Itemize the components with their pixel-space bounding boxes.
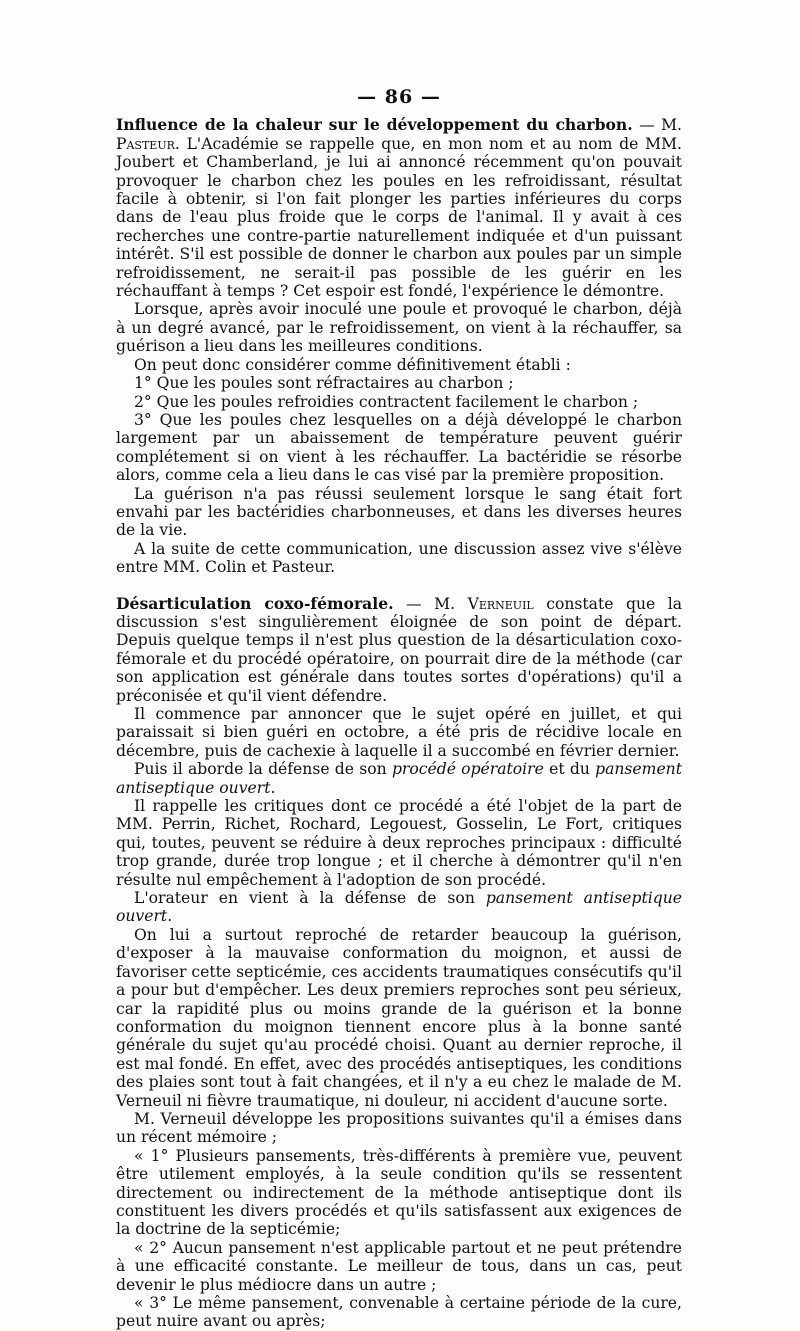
quoted-proposition: « 1° Plusieurs pansements, très-différents à première vue, peuvent être utilement employés, à la seule condition qu'ils se ressentent directement ou indirectement de la méthode antiseptique dont ils constituent les divers procédés et qu'ils satisfassent aux exigences de la doctrine de la septicémie; bbox=[116, 1146, 682, 1239]
text-run: et du bbox=[543, 760, 596, 779]
text-run: . bbox=[270, 778, 276, 797]
speaker-lead: — M. bbox=[632, 116, 683, 135]
paragraph: M. Verneuil développe les propositions suivantes qu'il a émises dans un récent mémoire ; bbox=[116, 1109, 682, 1147]
section-heading-desarticulation: Désarticulation coxo-fémorale. bbox=[116, 593, 394, 613]
list-item: 1° Que les poules sont réfractaires au charbon ; bbox=[134, 374, 514, 393]
paragraph: La guérison n'a pas réussi seulement lorsque le sang était fort envahi par les bactéridies charbonneuses, et dans les diverses heures de la vie. bbox=[116, 484, 682, 540]
intro-text: . L'Académie se rappelle que, en mon nom et au nom de MM. Joubert et Chamberland, je lui ai annoncé récemment qu'on pouvait provoquer le charbon chez les poules en les refroidissant, résultat facile à obtenir, si l'on fait plonger les parties inférieures du corps dans de l'eau plus froide que le corps de l'animal. Il y avait à ces recherches une contre-partie naturellement indiquée et d'un puissant intérêt. S'il est possible de donner le charbon aux poules par un simple refroidissement, ne serait-il pas possible de les guérir en les réchauffant à temps ? Cet espoir est fondé, l'expérience le démontre. bbox=[116, 134, 682, 301]
intro-text: constate que la discussion s'est singulièrement éloignée de son point de départ. Depuis quelque temps il n'est plus question de la désarticulation coxo-fémorale et du procédé opératoire, on pourrait dire de la méthode (car son application est générale dans toutes sortes d'opérations) qu'il a préconisée et qu'il vient défendre. bbox=[116, 594, 682, 705]
paragraph: On lui a surtout reproché de retarder beaucoup la guérison, d'exposer à la mauvaise conformation du moignon, et aussi de favoriser cette septicémie, ces accidents traumatiques consécutifs qu'il a pour but d'empêcher. Les deux premiers reproches sont peu sérieux, car la rapidité plus ou moins grande de la guérison et la bonne conformation du moignon tiennent encore plus à la bonne santé générale du sujet qu'au procédé choisi. Quant au dernier reproche, il est mal fondé. En effet, avec des procédés antiseptiques, les conditions des plaies sont tout à fait changées, et il n'y a eu chez le malade de M. Verneuil ni fièvre traumatique, ni douleur, ni accident d'aucune sorte. bbox=[116, 925, 682, 1110]
paragraph: A la suite de cette communication, une discussion assez vive s'élève entre MM. Colin et Pasteur. bbox=[116, 539, 682, 577]
page-number: — 86 — bbox=[357, 86, 441, 108]
list-item: 2° Que les poules refroidies contractent facilement le charbon ; bbox=[134, 392, 639, 411]
paragraph bbox=[116, 760, 682, 797]
paragraph: Il rappelle les critiques dont ce procédé a été l'objet de la part de MM. Perrin, Richet, Rochard, Legouest, Gosselin, Le Fort, critiques qui, toutes, peuvent se réduire à deux reproches principaux : difficulté trop grande, durée trop longue ; et il cherche à démontrer qu'il n'en résulte nul empêchement à l'adoption de son procédé. bbox=[116, 797, 682, 889]
quoted-proposition: « 2° Aucun pansement n'est applicable partout et ne peut prétendre à une efficacité constante. Le meilleur de tous, dans un cas, peut devenir le plus médiocre dans un autre ; bbox=[116, 1238, 682, 1294]
section-heading-charbon: Influence de la chaleur sur le développement du charbon. bbox=[116, 115, 633, 135]
text-run: Puis il aborde la défense de son bbox=[134, 760, 392, 779]
paragraph: Lorsque, après avoir inoculé une poule et provoqué le charbon, déjà à un degré avancé, par le refroidissement, on vient à la réchauffer, sa guérison a lieu dans les meilleures conditions. bbox=[116, 300, 682, 356]
paragraph: Il commence par annoncer que le sujet opéré en juillet, et qui paraissait si bien guéri en octobre, a été pris de récidive locale en décembre, puis de cachexie à laquelle il a succombé en février dernier. bbox=[116, 705, 682, 760]
italic-run: pansement antiseptique ouvert bbox=[116, 889, 682, 926]
section-intro-verneuil bbox=[116, 595, 682, 705]
text-run: L'orateur en vient à la défense de son bbox=[134, 889, 486, 908]
speaker-name: Verneuil bbox=[467, 594, 534, 613]
italic-run: pansement antiseptique ouvert bbox=[116, 760, 682, 797]
text-run: . bbox=[167, 907, 173, 926]
section-intro-pasteur bbox=[116, 116, 682, 300]
italic-run: procédé opératoire bbox=[391, 760, 544, 779]
paragraph: On peut donc considérer comme définitivement établi : bbox=[134, 355, 571, 374]
quoted-proposition: « 3° Le même pansement, convenable à certaine période de la cure, peut nuire avant ou après; bbox=[116, 1294, 682, 1331]
page bbox=[116, 88, 682, 1331]
list-item: 3° Que les poules chez lesquelles on a déjà développé le charbon largement par un abaissement de température peuvent guérir complétement si on vient à les réchauffer. La bactéridie se résorbe alors, comme cela a lieu dans le cas visé par la première proposition. bbox=[116, 410, 682, 485]
paragraph bbox=[116, 889, 682, 926]
speaker-lead: — M. bbox=[393, 594, 468, 613]
speaker-name: Pasteur bbox=[116, 134, 175, 153]
